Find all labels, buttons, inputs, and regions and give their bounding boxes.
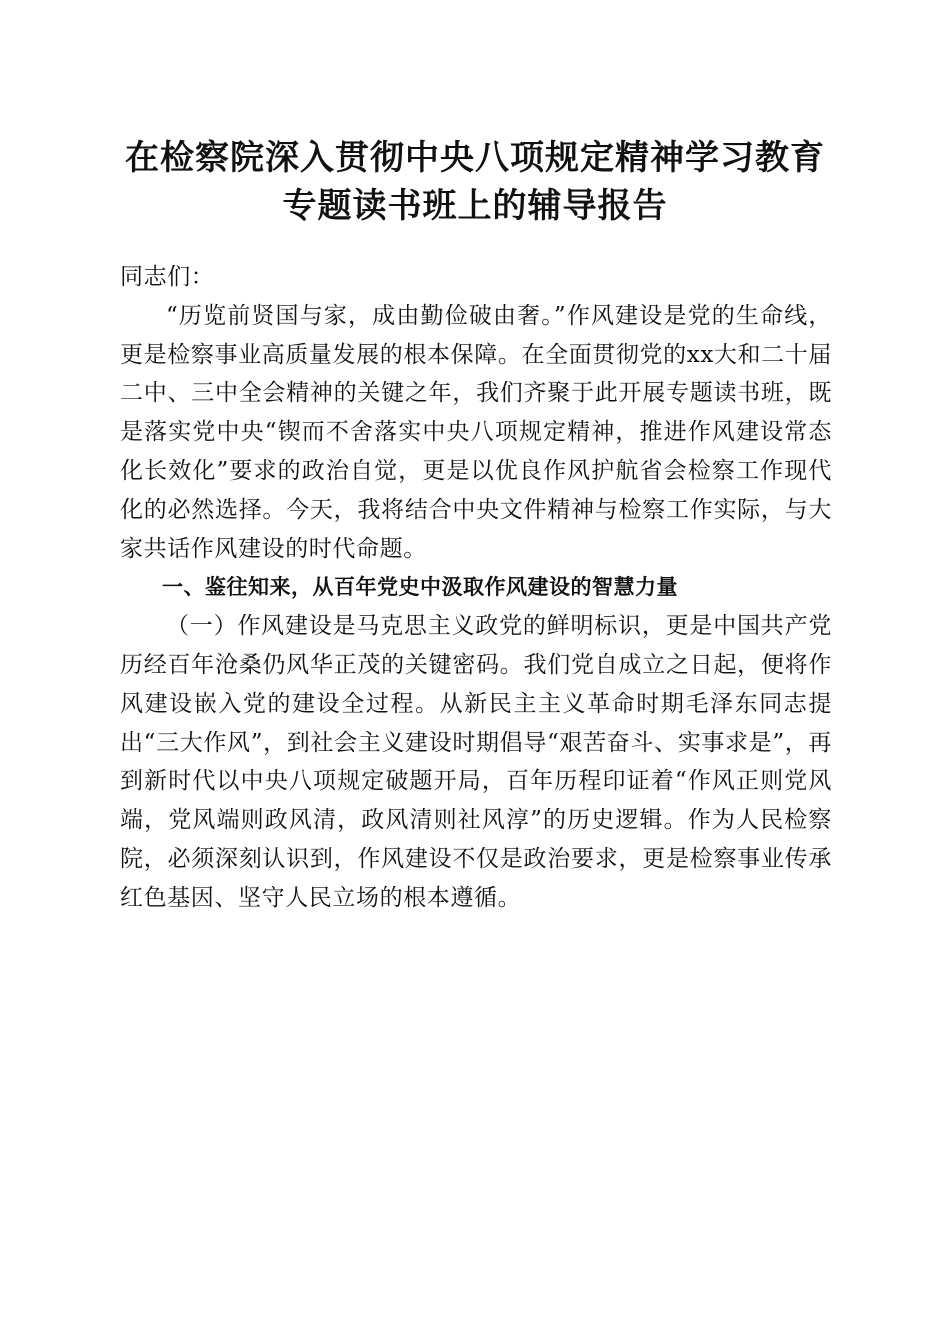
document-body bbox=[120, 258, 832, 918]
document-title-line-1: 在检察院深入贯彻中央八项规定精神学习教育 bbox=[125, 138, 825, 178]
paragraph-intro: “历览前贤国与家，成由勤俭破由奢。”作风建设是党的生命线，更是检察事业高质量发展的根本保障。在全面贯彻党的xx大和二十届二中、三中全会精神的关键之年，我们齐聚于此开展专题读书班，既是落实党中央“锲而不舍落实中央八项规定精神，推进作风建设常态化长效化”要求的政治自觉，更是以优良作风护航省会检察工作现代化的必然选择。今天，我将结合中央文件精神与检察工作实际，与大家共话作风建设的时代命题。 bbox=[120, 302, 832, 562]
greeting: 同志们： bbox=[120, 264, 215, 290]
paragraph-section-1-1: （一）作风建设是马克思主义政党的鲜明标识，更是中国共产党历经百年沧桑仍风华正茂的关键密码。我们党自成立之日起，便将作风建设嵌入党的建设全过程。从新民主主义革命时期毛泽东同志提出“三大作风”，到社会主义建设时期倡导“艰苦奋斗、实事求是”，再到新时代以中央八项规定破题开局，百年历程印证着“作风正则党风端，党风端则政风清，政风清则社风淳”的历史逻辑。作为人民检察院，必须深刻认识到，作风建设不仅是政治要求，更是检察事业传承红色基因、坚守人民立场的根本遵循。 bbox=[120, 613, 832, 911]
section-heading-1: 一、鉴往知来，从百年党史中汲取作风建设的智慧力量 bbox=[162, 575, 678, 600]
document-title-line-2: 专题读书班上的辅导报告 bbox=[282, 186, 668, 226]
